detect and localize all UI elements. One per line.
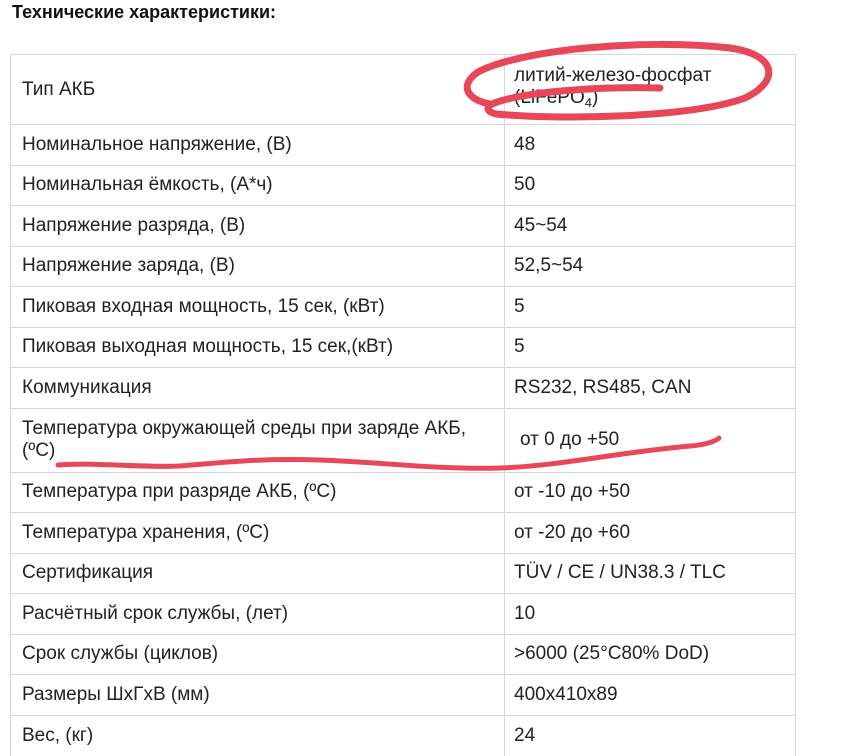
table-row: [11, 513, 796, 554]
table-row: [11, 206, 796, 247]
param-value: 5: [505, 287, 796, 328]
table-row: [11, 675, 796, 716]
param-name: Температура хранения, (ºC): [11, 513, 505, 554]
param-value: [505, 55, 796, 125]
param-name: Коммуникация: [11, 368, 505, 409]
param-name: Сертификация: [11, 553, 505, 594]
value-subscript: 4: [584, 95, 592, 110]
table-row: [11, 472, 796, 513]
param-value: RS232, RS485, CAN: [505, 368, 796, 409]
param-value: 10: [505, 594, 796, 635]
param-name: Пиковая входная мощность, 15 сек, (кВт): [11, 287, 505, 328]
param-name: Температура при разряде АКБ, (ºC): [11, 472, 505, 513]
value-text: (LiFePO: [514, 87, 585, 108]
table-row: [11, 165, 796, 206]
page-title: Технические характеристики:: [12, 2, 277, 22]
param-name: Вес, (кг): [11, 715, 505, 756]
table-row: [11, 634, 796, 675]
param-value: 45~54: [505, 206, 796, 247]
param-value: [505, 408, 796, 472]
param-value: 50: [505, 165, 796, 206]
param-value: 24: [505, 715, 796, 756]
table-row: [11, 594, 796, 635]
table-row: [11, 55, 796, 125]
param-name: Тип АКБ: [11, 55, 505, 125]
value-text: литий-железо-фосфат: [514, 65, 712, 86]
param-name: Расчётный срок службы, (лет): [11, 594, 505, 635]
param-value: >6000 (25°C80% DoD): [505, 634, 796, 675]
table-row: [11, 327, 796, 368]
param-name: Размеры ШxГxВ (мм): [11, 675, 505, 716]
param-name: Номинальное напряжение, (В): [11, 125, 505, 166]
param-name: Напряжение заряда, (В): [11, 246, 505, 287]
param-name: Пиковая выходная мощность, 15 сек,(кВт): [11, 327, 505, 368]
param-name: Напряжение разряда, (В): [11, 206, 505, 247]
table-row: [11, 553, 796, 594]
value-text: от 0 до +50: [520, 429, 620, 450]
param-value: от -20 до +60: [505, 513, 796, 554]
param-value: 5: [505, 327, 796, 368]
specs-table: [10, 54, 796, 756]
param-value: TÜV / CE / UN38.3 / TLC: [505, 553, 796, 594]
table-row: [11, 125, 796, 166]
param-name: Срок службы (циклов): [11, 634, 505, 675]
table-row: [11, 368, 796, 409]
param-value: 48: [505, 125, 796, 166]
table-row: [11, 408, 796, 472]
table-row: [11, 715, 796, 756]
table-row: [11, 287, 796, 328]
table-row: [11, 246, 796, 287]
param-name: Номинальная ёмкость, (А*ч): [11, 165, 505, 206]
param-value: от -10 до +50: [505, 472, 796, 513]
value-text: ): [591, 87, 599, 108]
param-value: 400x410x89: [505, 675, 796, 716]
param-value: 52,5~54: [505, 246, 796, 287]
param-name: Температура окружающей среды при заряде АКБ, (ºC): [11, 408, 505, 472]
